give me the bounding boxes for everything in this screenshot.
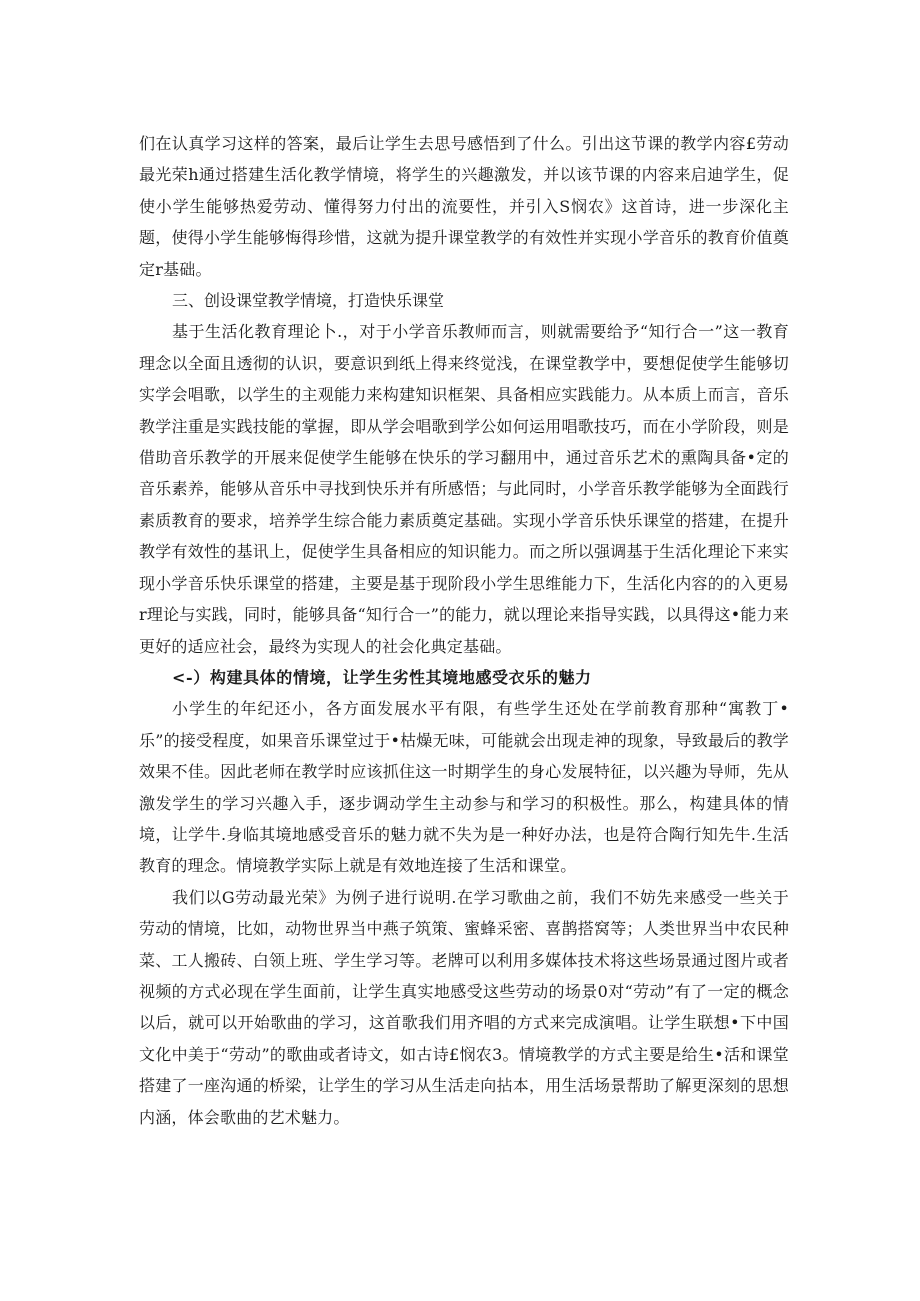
body-paragraph-2: 基于生活化教育理论卜.，对于小学音乐教师而言，则就需要给予“知行合一”这一教育理念以全面且透彻的认识，要意识到纸上得来终觉浅，在课堂教学中，要想促使学生能够切实学会唱歌，以学生的主观能力来构建知识框架、具备相应实践能力。从本质上而言，音乐教学注重是实践技能的掌握，即从学会唱歌到学公如何运用唱歌技巧，而在小学阶段，则是借助音乐教学的开展来促使学生能够在快乐的学习翻用中，通过音乐艺术的熏陶具备•定的音乐素养，能够从音乐中寻找到快乐并有所感悟；与此同时，小学音乐教学能够为全面践行素质教育的要求，培养学生综合能力素质奠定基础。实现小学音乐快乐课堂的搭建，在提升教学有效性的基讯上，促使学生具备相应的知识能力。而之所以强调基于生活化理论下来实现小学音乐快乐课堂的搭建，主要是基于现阶段小学生思维能力下，生活化内容的的入更易r理论与实践，同时，能够具备“知行合一”的能力，就以理论来指导实践，以具得这•能力来更好的适应社会，最终为实现人的社会化典定基础。 (139, 322, 789, 656)
section-heading-3: 三、创设课堂教学情境，打造快乐课堂 (172, 291, 445, 311)
subsection-heading-1: <-）构建具体的情境，让学生劣性其境地感受衣乐的魅力 (172, 667, 592, 687)
body-paragraph-1: 们在认真学习这样的答案，最后让学生去思号感悟到了什么。引出这节课的教学内容£劳动最光荣h通过搭建生活化教学情境，将学生的兴趣激发，并以该节课的内容来启迪学生，促使小学生能够热爱劳动、懂得努力付出的流要性，并引入S悯农》这首诗，进一步深化主题，使得小学生能够悔得珍惜，这就为提升课堂教学的有效性并实现小学音乐的教育价值奠定r基础。 (139, 134, 789, 279)
document-body (139, 128, 789, 1133)
body-paragraph-3: 小学生的年纪还小，各方面发展水平有限，有些学生还处在学前教育那种“寓教丁•乐”的接受程度，如果音乐课堂过于•枯燥无味，可能就会出现走神的现象，导致最后的教学效果不佳。因此老师在教学时应该抓住这一时期学生的身心发展特征，以兴趣为导师，先从激发学生的学习兴趣入手，逐步调动学生主动参与和学习的积极性。那么，构建具体的情境，让学牛.身临其境地感受音乐的魅力就不失为是一种好办法，也是符合陶行知先牛.生活教育的理念。情境教学实际上就是有效地连接了生活和课堂。 (139, 699, 789, 876)
body-paragraph-4: 我们以G劳动最光荣》为例子进行说明.在学习歌曲之前，我们不妨先来感受一些关于劳动的情境，比如，动物世界当中燕子筑策、蜜蜂采密、喜鹊搭窝等；人类世界当中农民种菜、工人搬砖、白领上班、学生学习等。老牌可以利用多媒体技术将这些场景通过图片或者视频的方式必现在学生面前，让学生真实地感受这些劳动的场景0对“劳动”有了一定的概念以后，就可以开始歌曲的学习，这首歌我们用齐唱的方式来完成演唱。让学生联想•下中国文化中美于“劳动”的歌曲或者诗文，如古诗£悯农3。情境教学的方式主要是给生•活和课堂搭建了一座沟通的桥梁，让学生的学习从生活走向拈本，用生活场景帮助了解更深刻的思想内涵，体会歌曲的艺术魅力。 (139, 887, 789, 1127)
